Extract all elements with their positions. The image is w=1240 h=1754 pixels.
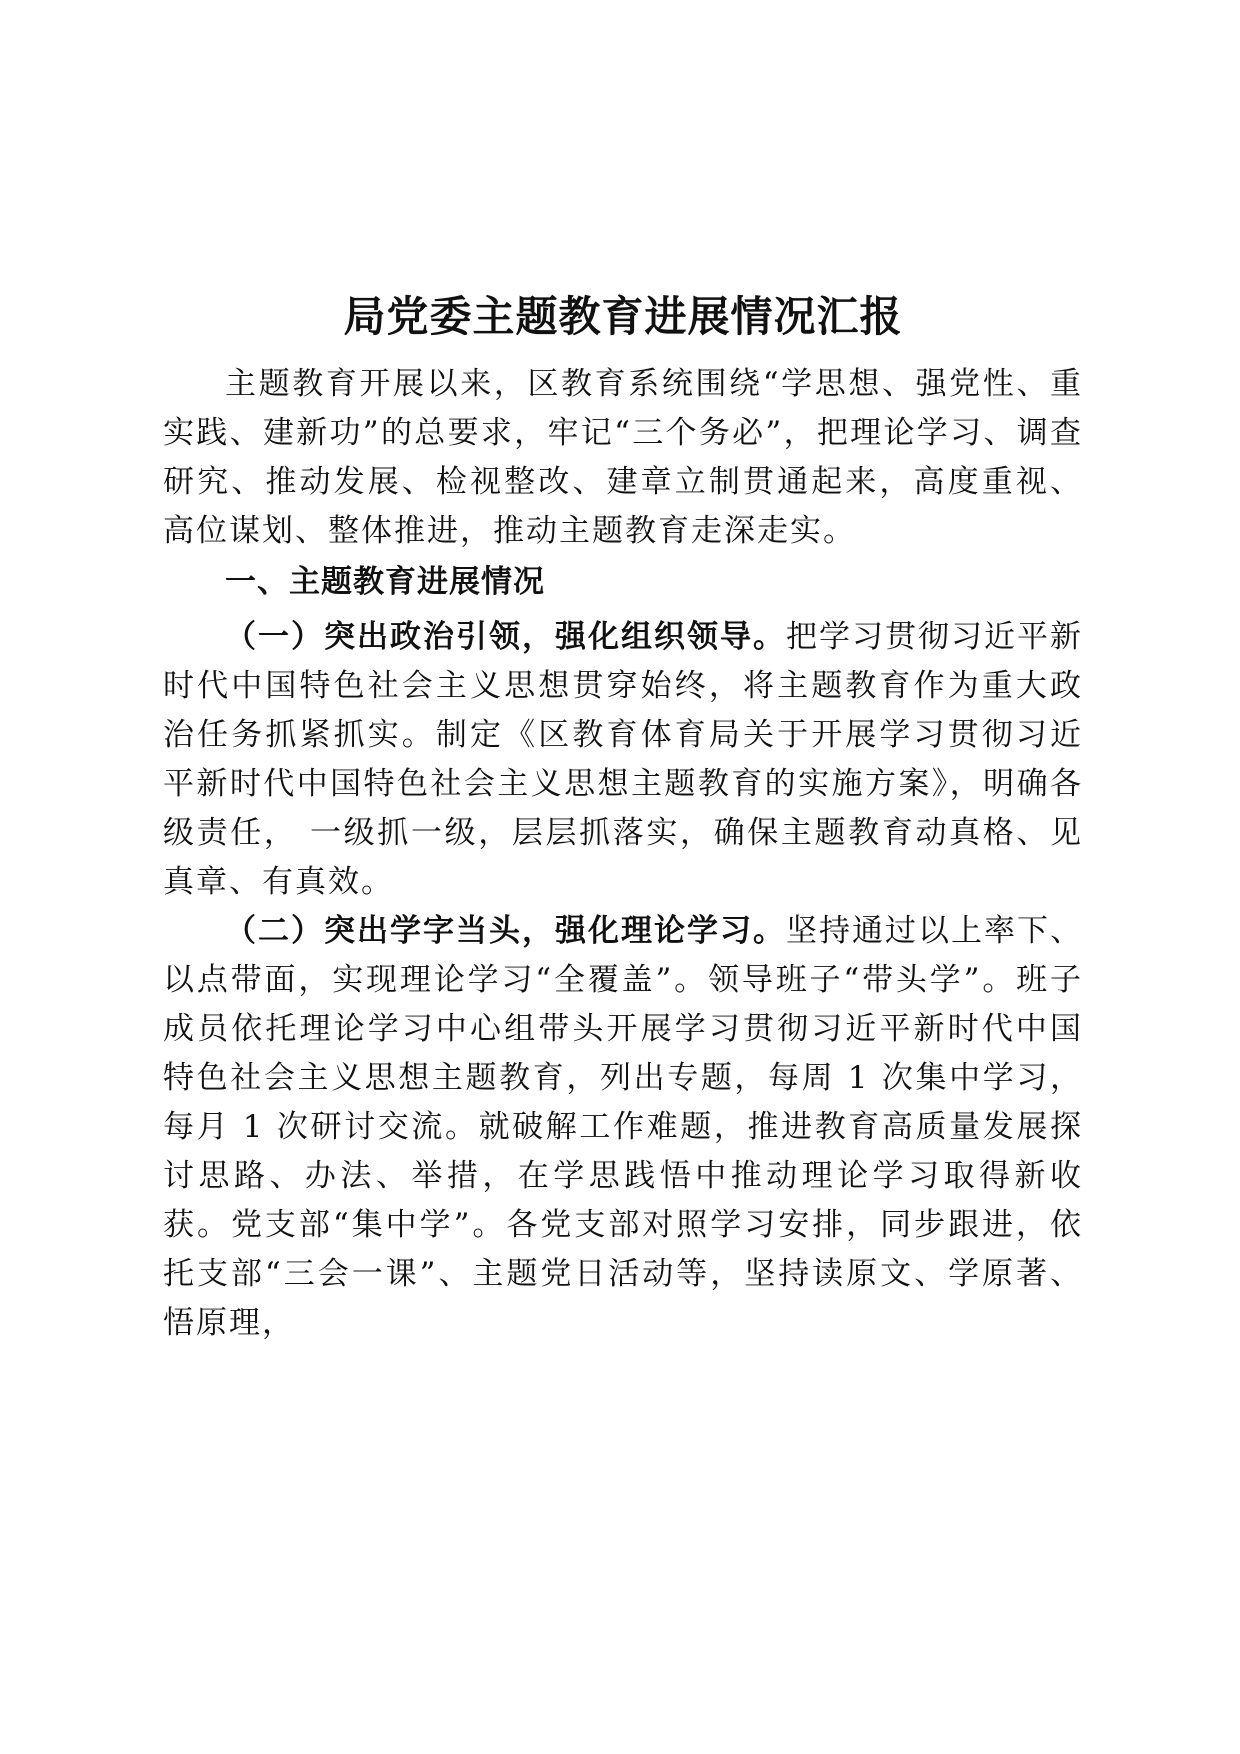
section-item-1 [163, 613, 1083, 907]
section-item-2 [163, 907, 1083, 1348]
intro-paragraph: 主题教育开展以来，区教育系统围绕“学思想、强党性、重实践、建新功”的总要求，牢记“三个务必”，把理论学习、调查研究、推动发展、检视整改、建章立制贯通起来，高度重视、高位谋划、整体推进，推动主题教育走深走实。 [163, 366, 1083, 549]
document-title: 局党委主题教育进展情况汇报 [343, 292, 903, 341]
section-item-2-lead: （二）突出学字当头，强化理论学习。 [225, 913, 786, 949]
document-content [163, 286, 1083, 1348]
section-item-1-lead: （一）突出政治引领，强化组织领导。 [225, 619, 786, 655]
section-heading: 一、主题教育进展情况 [225, 564, 545, 600]
section-item-1-body: 把学习贯彻习近平新时代中国特色社会主义思想贯穿始终，将主题教育作为重大政治任务抓紧抓实。制定《区教育体育局关于开展学习贯彻习近平新时代中国特色社会主义思想主题教育的实施方案》，明确各级责任， 一级抓一级，层层抓落实，确保主题教育动真格、见真章、有真效。 [163, 619, 1083, 900]
section-item-2-body: 坚持通过以上率下、以点带面，实现理论学习“全覆盖”。领导班子“带头学”。班子成员依托理论学习中心组带头开展学习贯彻习近平新时代中国特色社会主义思想主题教育，列出专题，每周 1 次集中学习，每月 1 次研讨交流。就破解工作难题，推进教育高质量发展探讨思路、办法、举措，在学思践悟中推动理论学习取得新收获。党支部“集中学”。各党支部对照学习安排，同步跟进，依托支部“三会一课”、主题党日活动等，坚持读原文、学原著、悟原理， [163, 913, 1083, 1341]
